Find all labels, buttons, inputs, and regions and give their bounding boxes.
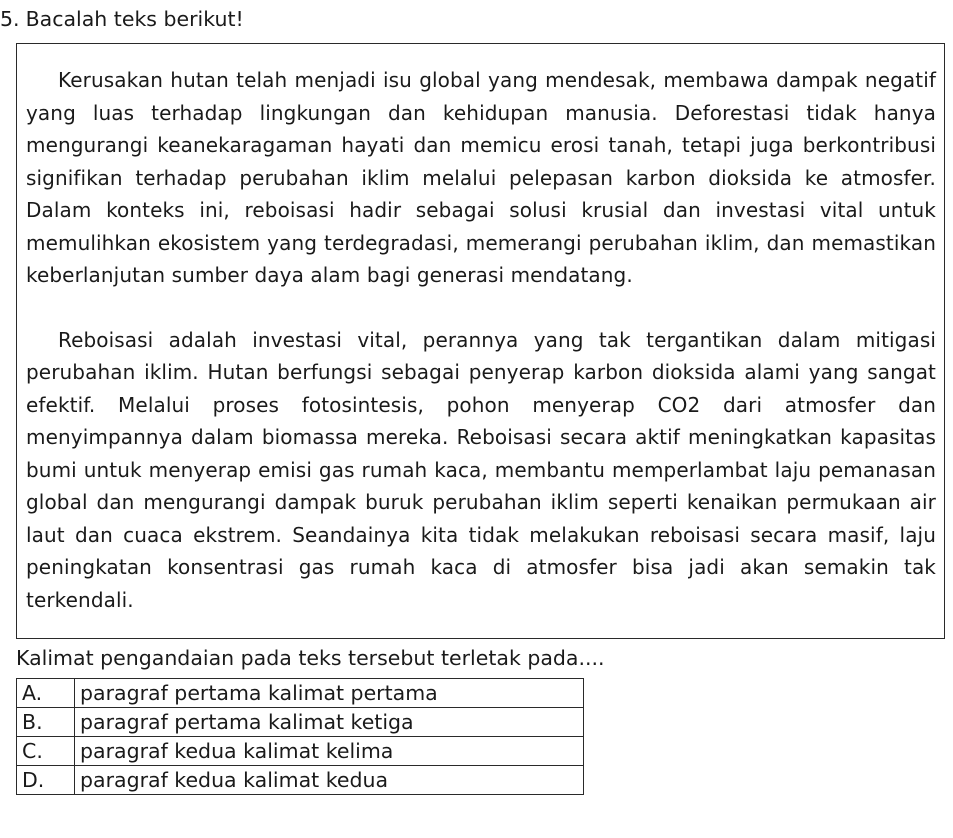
passage-box	[16, 43, 945, 639]
option-a[interactable]	[17, 679, 584, 708]
option-c[interactable]	[17, 737, 584, 766]
question-header	[0, 4, 244, 34]
question-instruction: Bacalah teks berikut!	[25, 7, 244, 31]
option-d[interactable]	[17, 766, 584, 795]
option-text: paragraf pertama kalimat ketiga	[75, 708, 584, 737]
question-prompt: Kalimat pengandaian pada teks tersebut terletak pada....	[16, 646, 605, 670]
passage-paragraph-1: Kerusakan hutan telah menjadi isu global yang mendesak, membawa dampak negatif yang luas terhadap lingkungan dan kehidupan manusia. Deforestasi tidak hanya mengurangi keanekaragaman hayati dan memicu erosi tanah, tetapi juga berkontribusi signifikan terhadap perubahan iklim melalui pelepasan karbon dioksida ke atmosfer. Dalam konteks ini, reboisasi hadir sebagai solusi krusial dan investasi vital untuk memulihkan ekosistem yang terdegradasi, memerangi perubahan iklim, dan memastikan keberlanjutan sumber daya alam bagi generasi mendatang.	[26, 68, 936, 287]
option-letter: A.	[17, 679, 75, 708]
passage-paragraph-2: Reboisasi adalah investasi vital, perannya yang tak tergantikan dalam mitigasi perubahan iklim. Hutan berfungsi sebagai penyerap karbon dioksida alami yang sangat efektif. Melalui proses fotosintesis, pohon menyerap CO2 dari atmosfer dan menyimpannya dalam biomassa mereka. Reboisasi secara aktif meningkatkan kapasitas bumi untuk menyerap emisi gas rumah kaca, membantu memperlambat laju pemanasan global dan mengurangi dampak buruk perubahan iklim seperti kenaikan permukaan air laut dan cuaca ekstrem. Seandainya kita tidak melakukan reboisasi secara masif, laju peningkatan konsentrasi gas rumah kaca di atmosfer bisa jadi akan semakin tak terkendali.	[26, 327, 936, 612]
option-text: paragraf kedua kalimat kelima	[75, 737, 584, 766]
option-letter: C.	[17, 737, 75, 766]
option-letter: D.	[17, 766, 75, 795]
option-text: paragraf kedua kalimat kedua	[75, 766, 584, 795]
question-number: 5.	[0, 7, 20, 31]
option-text: paragraf pertama kalimat pertama	[75, 679, 584, 708]
answer-options-table	[16, 678, 584, 795]
option-letter: B.	[17, 708, 75, 737]
option-b[interactable]	[17, 708, 584, 737]
